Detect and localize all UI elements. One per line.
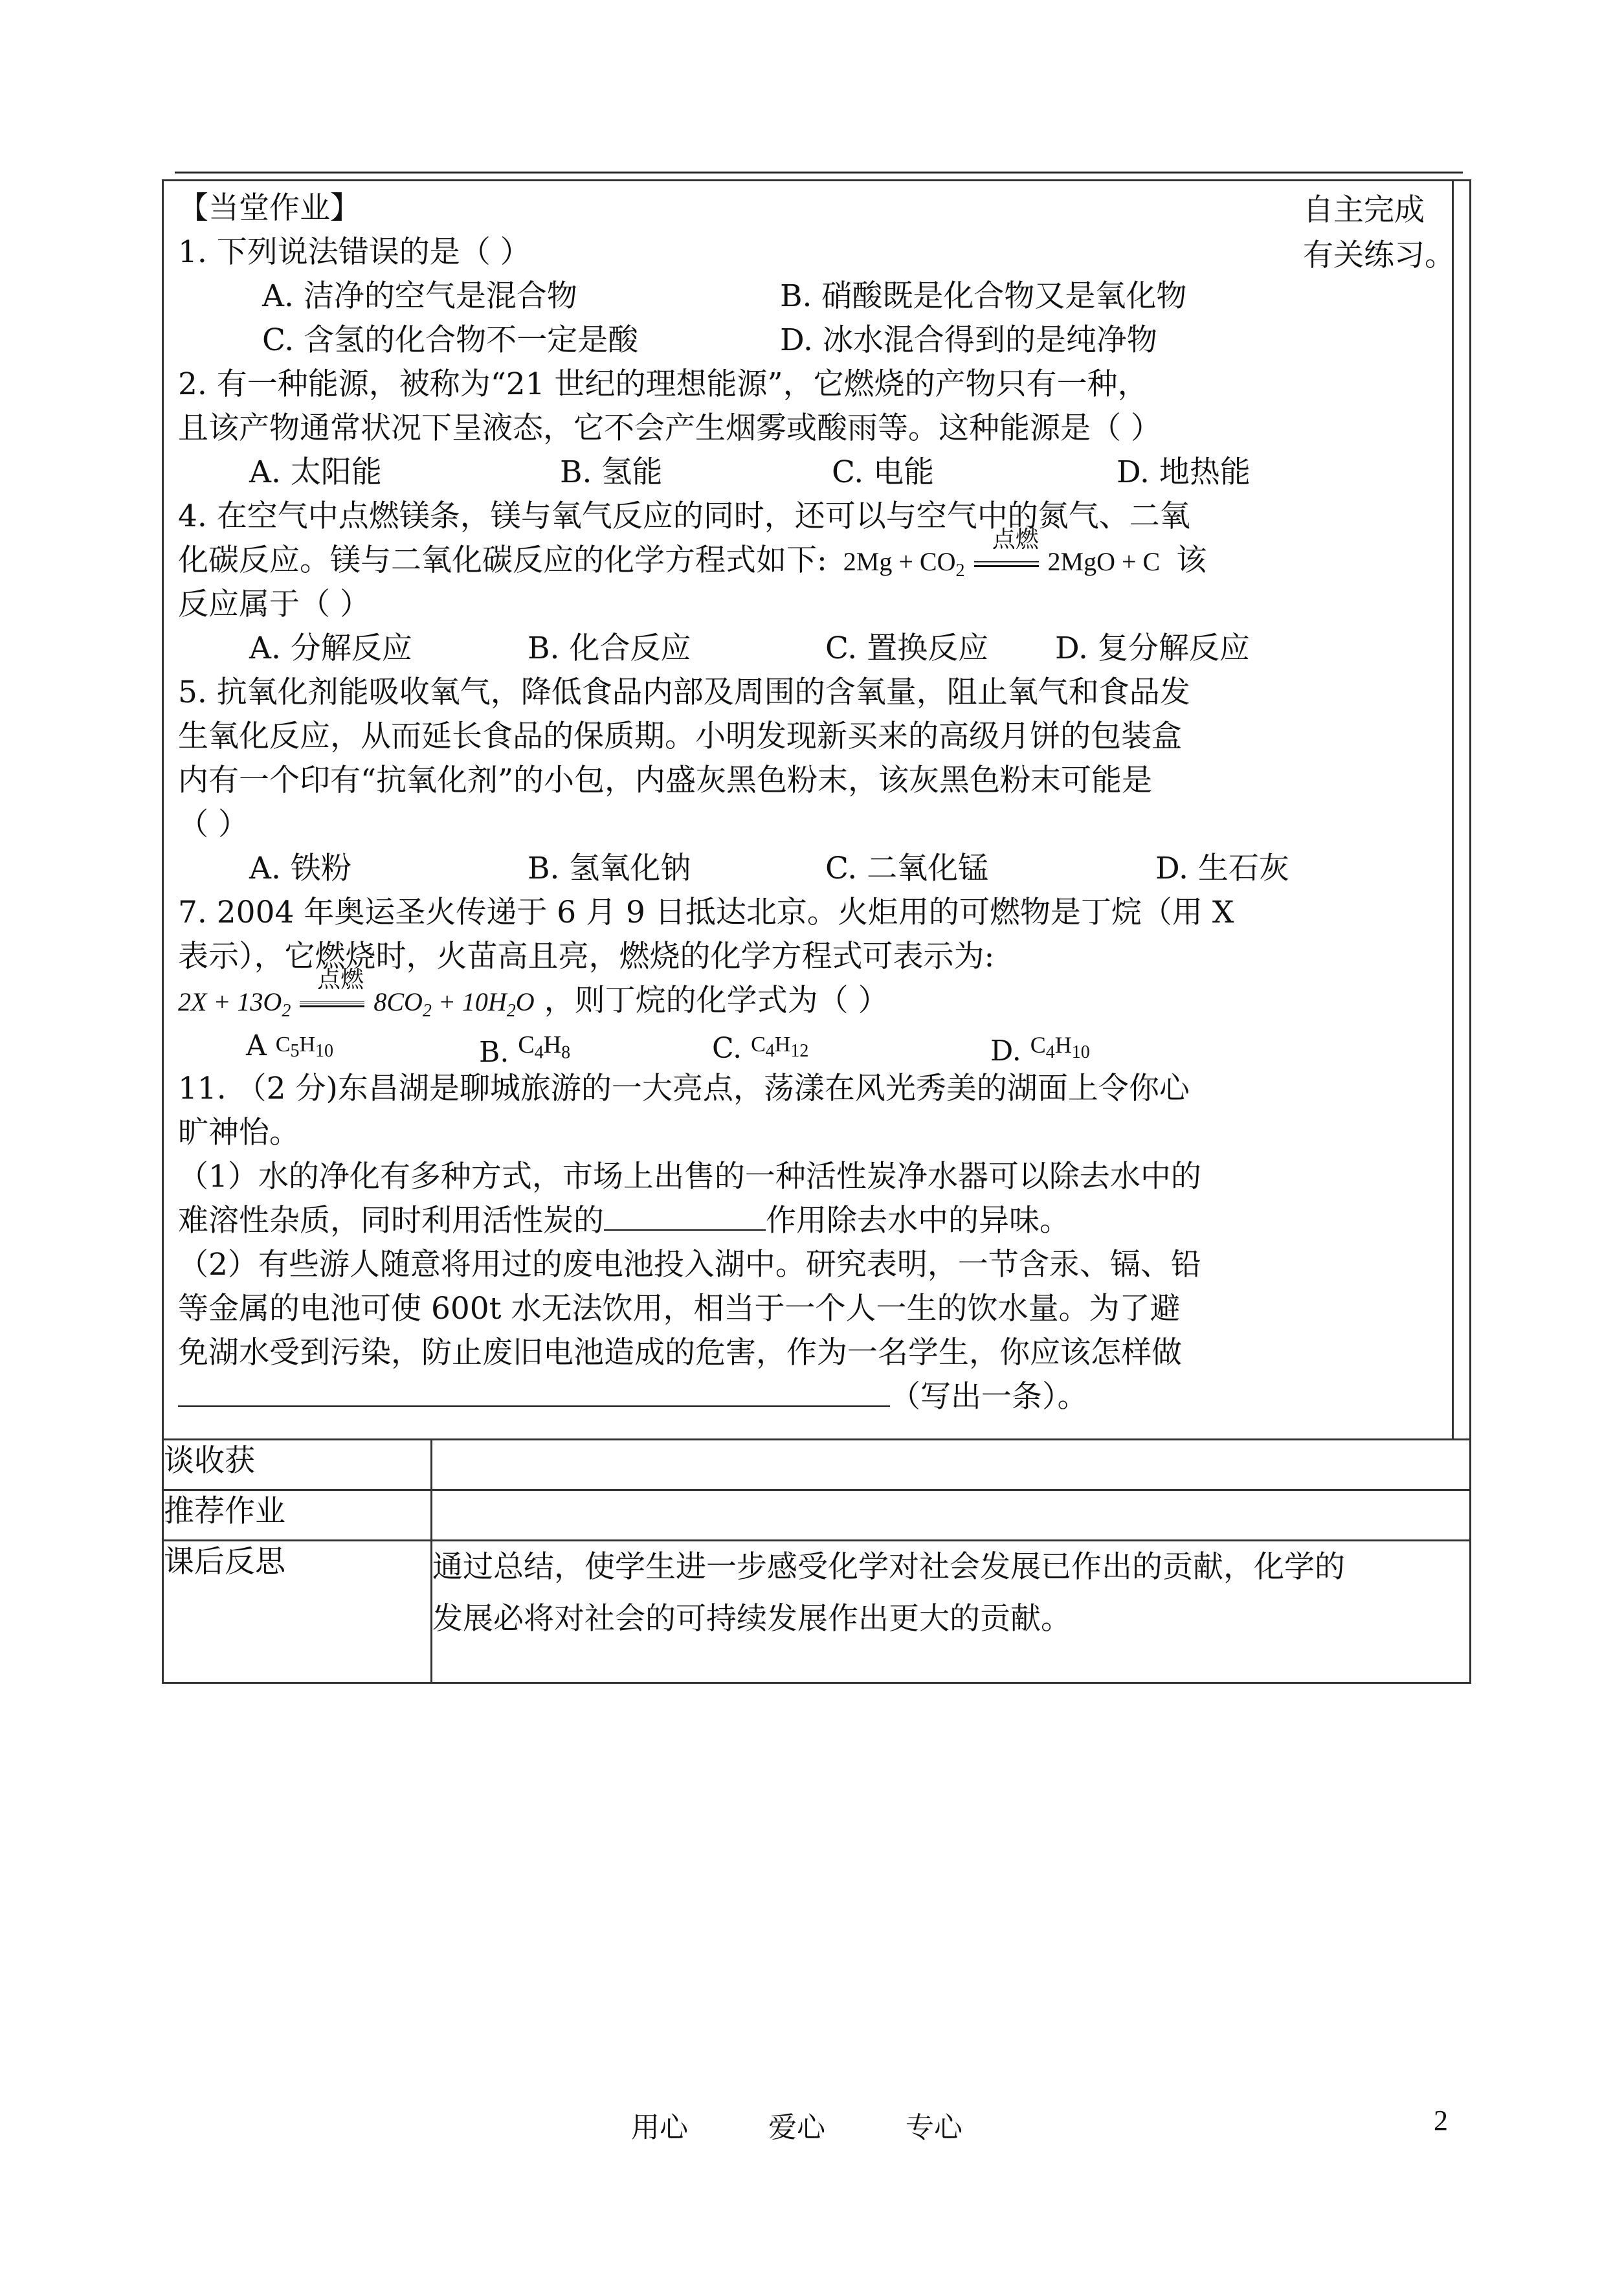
q1-option-c: C. 含氢的化合物不一定是酸 [262, 322, 639, 358]
q5-option-a: A. 铁粉 [249, 851, 351, 886]
q5-option-b: B. 氢氧化钠 [528, 851, 691, 886]
q1-stem: 1. 下列说法错误的是（ ） [178, 234, 531, 270]
q5-options [178, 847, 1434, 891]
q1-option-d: D. 冰水混合得到的是纯净物 [780, 322, 1157, 358]
q4-eq-arrow [974, 561, 1039, 567]
q2-option-c: C. 电能 [832, 454, 935, 490]
q11-part2-a: （2）有些游人随意将用过的废电池投入湖中。研究表明，一节含汞、镉、铅 [178, 1247, 1201, 1282]
q7-eq-right: 8CO [373, 987, 423, 1016]
reflection-line-2: 发展必将对社会的可持续发展作出更大的贡献。 [432, 1601, 1071, 1637]
exercise-cell [163, 181, 1453, 1440]
side-note-line-2: 有关练习。 [1303, 238, 1455, 273]
q4-equation: $2Mg + CO_2$ 点燃 2MgO + C [843, 540, 1160, 593]
q11-stem-2: 旷神怡。 [178, 1115, 300, 1150]
q5-stem-1: 5. 抗氧化剂能吸收氧气，降低食品内部及周围的含氧量，阻止氧气和食品发 [178, 675, 1190, 710]
q7-formula-d: $C_4H_{10}$ [1030, 1032, 1090, 1063]
q4-stem-2 [178, 526, 1434, 583]
q7-formula-b: $C_4H_8$ [518, 1031, 571, 1063]
q11-stem-1: 11. （2 分)东昌湖是聊城旅游的一大亮点，荡漾在风光秀美的湖面上令你心 [178, 1071, 1190, 1106]
page-number: 2 [1434, 2105, 1448, 2136]
q4-stem-2a: 化碳反应。镁与二氧化碳反应的化学方程式如下: [178, 542, 827, 578]
q4-stem-3: 反应属于（ ） [178, 587, 370, 622]
side-note-line-1: 自主完成 [1303, 192, 1425, 228]
q7-eq-condition: 点燃 [317, 967, 364, 993]
q11-blank-1[interactable] [604, 1229, 766, 1231]
q4-eq-right: 2MgO + C [1047, 547, 1161, 576]
q4-eq-condition: 点燃 [992, 526, 1039, 553]
q4-option-c: C. 置换反应 [825, 631, 989, 666]
q7-eq-left: 2X + 13O [178, 987, 282, 1016]
q11-blank-2[interactable] [178, 1405, 890, 1407]
q5-stem-2: 生氧化反应，从而延长食品的保质期。小明发现新买来的高级月饼的包装盒 [178, 719, 1182, 754]
row-label-homework: 推荐作业 [163, 1490, 432, 1541]
q7-formula-a: $C_5H_{10}$ [275, 1033, 334, 1061]
side-note [1294, 181, 1480, 285]
row-content-homework [432, 1490, 1471, 1541]
q7-stem-3-text: ，则丁烷的化学式为（ ） [544, 983, 889, 1018]
row-label-harvest: 谈收获 [163, 1440, 432, 1490]
q1-option-a: A. 洁净的空气是混合物 [262, 278, 577, 314]
q1-options-ab [178, 274, 1434, 319]
q11-part2-d: （写出一条）。 [178, 1375, 1434, 1419]
q11-part1-b: 难溶性杂质，同时利用活性炭的 作用除去水中的异味。 [178, 1203, 1070, 1238]
q7-stem-1: 7. 2004 年奥运圣火传递于 6 月 9 日抵达北京。火炬用的可燃物是丁烷（用 X [178, 895, 1234, 930]
q2-option-b: B. 氢能 [560, 454, 663, 490]
q11-part2-b: 等金属的电池可使 600t 水无法饮用，相当于一个人一生的饮水量。为了避 [178, 1291, 1181, 1326]
q4-eq-left: 2Mg + CO [843, 547, 956, 576]
q4-option-d: D. 复分解反应 [1055, 631, 1250, 666]
q4-option-b: B. 化合反应 [528, 631, 691, 666]
footer-item-2: 爱心 [768, 2111, 825, 2144]
q7-option-b: B. $C_4H_8$ [479, 1023, 712, 1067]
q5-option-d: D. 生石灰 [1155, 851, 1289, 886]
q7-formula-c: $C_4H_{12}$ [751, 1033, 809, 1061]
row-label-reflection: 课后反思 [163, 1541, 432, 1683]
q7-stem-2: 表示），它燃烧时，火苗高且亮，燃烧的化学方程式可表示为: [178, 939, 995, 974]
exercise-content [164, 181, 1443, 1438]
q2-option-d: D. 地热能 [1117, 454, 1251, 490]
q2-stem-1: 2. 有一种能源，被称为“21 世纪的理想能源”，它燃烧的产物只有一种， [178, 366, 1148, 402]
q11-part1-a: （1）水的净化有多种方式，市场上出售的一种活性炭净水器可以除去水中的 [178, 1159, 1201, 1194]
q7-option-c: C. $C_4H_{12}$ [712, 1023, 990, 1067]
q1-option-b: B. 硝酸既是化合物又是氧化物 [780, 278, 1187, 314]
reflection-line-1: 通过总结，使学生进一步感受化学对社会发展已作出的贡献，化学的 [432, 1549, 1345, 1585]
q7-stem-3 [178, 967, 1434, 1023]
q7-option-d: D. $C_4H_{10}$ [990, 1023, 1090, 1067]
q5-stem-3: 内有一个印有“抗氧化剂”的小包，内盛灰黑色粉末，该灰黑色粉末可能是 [178, 763, 1153, 798]
lesson-table [162, 179, 1471, 1684]
side-note-cell [1303, 181, 1471, 1440]
q5-option-c: C. 二氧化锰 [825, 851, 989, 886]
q2-stem-2: 且该产物通常状况下呈液态，它不会产生烟雾或酸雨等。这种能源是（ ） [178, 410, 1161, 446]
q7-eq-right-2: + 10H [431, 987, 507, 1016]
q7-eq-right-3: O [515, 987, 535, 1016]
header-rule [175, 172, 1463, 173]
q4-stem-1: 4. 在空气中点燃镁条，镁与氧气反应的同时，还可以与空气中的氮气、二氧 [178, 498, 1190, 534]
footer-motto [631, 2104, 1034, 2145]
footer-item-1: 用心 [631, 2111, 688, 2144]
q2-option-a: A. 太阳能 [249, 454, 382, 490]
footer-item-3: 专心 [906, 2111, 962, 2144]
section-title: 【当堂作业】 [178, 190, 361, 226]
q7-equation: $2X + 13O_2$ 点燃 $8CO_2 + 10H_2O$ [178, 980, 535, 1033]
q11-part2-c: 免湖水受到污染，防止废旧电池造成的危害，作为一名学生，你应该怎样做 [178, 1335, 1182, 1370]
q4-options [178, 627, 1434, 671]
q2-options [178, 451, 1434, 495]
q7-eq-arrow [300, 1001, 364, 1007]
q1-options-cd [178, 319, 1434, 363]
row-content-harvest [432, 1440, 1471, 1490]
row-content-reflection [432, 1541, 1471, 1683]
q4-stem-2b: 该 [1176, 542, 1207, 578]
q5-stem-4: （ ） [178, 807, 249, 842]
q4-option-a: A. 分解反应 [249, 631, 412, 666]
q7-option-a: A $C_5H_{10}$ [246, 1023, 479, 1067]
